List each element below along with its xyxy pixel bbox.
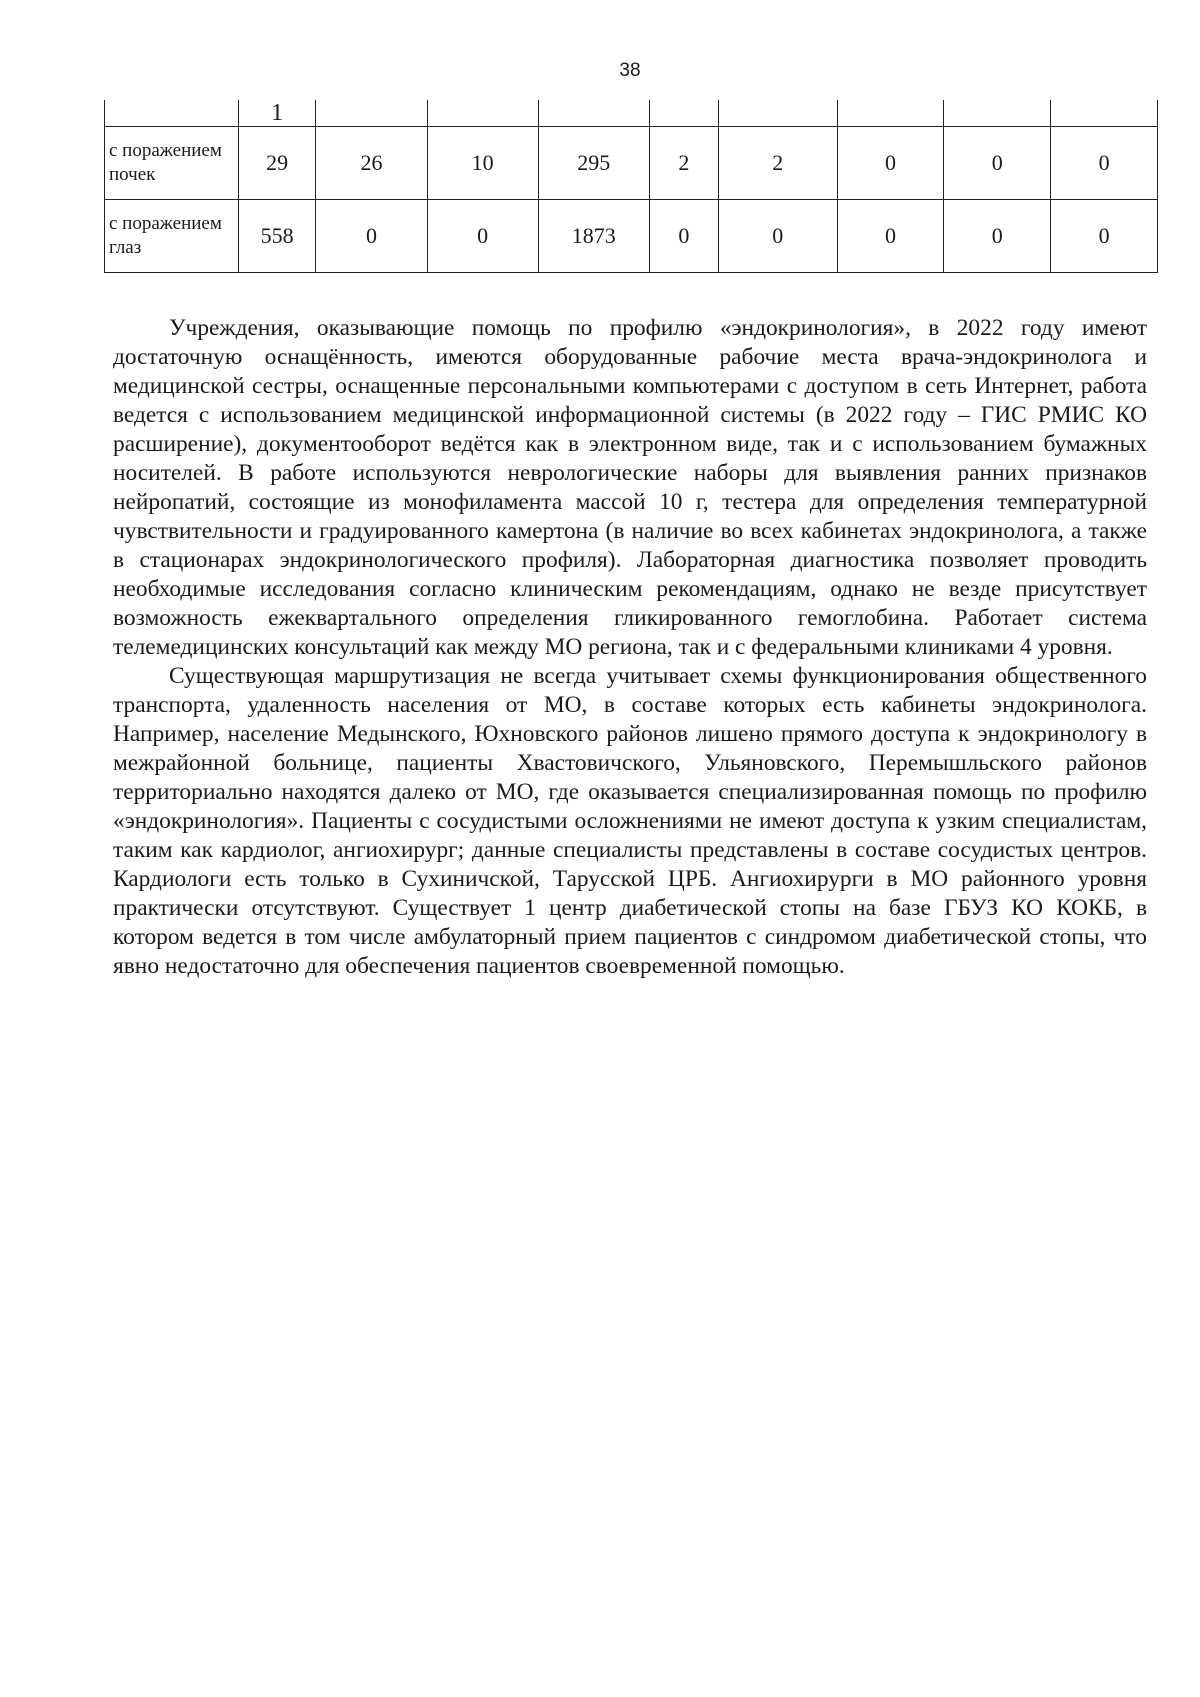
table-header-row — [105, 100, 1158, 127]
table-cell: 29 — [238, 127, 316, 200]
table-row — [105, 127, 1158, 200]
body-text — [113, 314, 1147, 981]
table-cell: 0 — [1051, 200, 1158, 273]
table-header-cell — [944, 100, 1051, 127]
table-cell: 558 — [238, 200, 316, 273]
table-cell: 0 — [1051, 127, 1158, 200]
table-header-cell — [718, 100, 837, 127]
table-cell: 1873 — [538, 200, 649, 273]
table-cell: 0 — [718, 200, 837, 273]
table-cell: 0 — [944, 200, 1051, 273]
table-header-cell — [427, 100, 538, 127]
row-label-eyes: с поражением глаз — [105, 200, 239, 273]
table-cell: 0 — [427, 200, 538, 273]
statistics-table — [104, 100, 1158, 273]
table-header-cell — [538, 100, 649, 127]
table-cell: 0 — [649, 200, 718, 273]
table-header-cell: 1 — [238, 100, 316, 127]
table-cell: 0 — [316, 200, 427, 273]
page-number: 38 — [619, 60, 641, 81]
table-row — [105, 200, 1158, 273]
table-cell: 0 — [837, 200, 944, 273]
table-header-cell — [105, 100, 239, 127]
table-cell: 0 — [837, 127, 944, 200]
table-cell: 0 — [944, 127, 1051, 200]
table-header-cell — [837, 100, 944, 127]
table-cell: 10 — [427, 127, 538, 200]
paragraph: Учреждения, оказывающие помощь по профилю «эндокринология», в 2022 году имеют достаточную оснащённость, имеются оборудованные рабочие места врача-эндокринолога и медицинской сестры, оснащенные персональными компьютерами с доступом в сеть Интернет, работа ведется с использованием медицинской информационной системы (в 2022 году – ГИС РМИС КО расширение), документооборот ведётся как в электронном виде, так и с использованием бумажных носителей. В работе используются неврологические наборы для выявления ранних признаков нейропатий, состоящие из монофиламента массой 10 г, тестера для определения температурной чувствительности и градуированного камертона (в наличие во всех кабинетах эндокринолога, а также в стационарах эндокринологического профиля). Лабораторная диагностика позволяет проводить необходимые исследования согласно клиническим рекомендациям, однако не везде присутствует возможность ежеквартального определения гликированного гемоглобина. Работает система телемедицинских консультаций как между МО региона, так и с федеральными клиниками 4 уровня. — [113, 315, 1147, 660]
table-header-cell — [1051, 100, 1158, 127]
paragraph: Существующая маршрутизация не всегда учитывает схемы функционирования общественного транспорта, удаленность населения от МО, в составе которых есть кабинеты эндокринолога. Например, население Медынского, Юхновского районов лишено прямого доступа к эндокринологу в межрайонной больнице, пациенты Хвастовичского, Ульяновского, Перемышльского районов территориально находятся далеко от МО, где оказывается специализированная помощь по профилю «эндокринология». Пациенты с сосудистыми осложнениями не имеют доступа к узким специалистам, таким как кардиолог, ангиохирург; данные специалисты представлены в составе сосудистых центров. Кардиологи есть только в Сухиничской, Тарусской ЦРБ. Ангиохирурги в МО районного уровня практически отсутствуют. Существует 1 центр диабетической стопы на базе ГБУЗ КО КОКБ, в котором ведется в том числе амбулаторный прием пациентов с синдромом диабетической стопы, что явно недостаточно для обеспечения пациентов своевременной помощью. — [113, 663, 1147, 979]
table-cell: 26 — [316, 127, 427, 200]
table-header-cell — [316, 100, 427, 127]
table-cell: 295 — [538, 127, 649, 200]
row-label-kidney: с поражением почек — [105, 127, 239, 200]
table-cell: 2 — [718, 127, 837, 200]
table-cell: 2 — [649, 127, 718, 200]
table-header-cell — [649, 100, 718, 127]
